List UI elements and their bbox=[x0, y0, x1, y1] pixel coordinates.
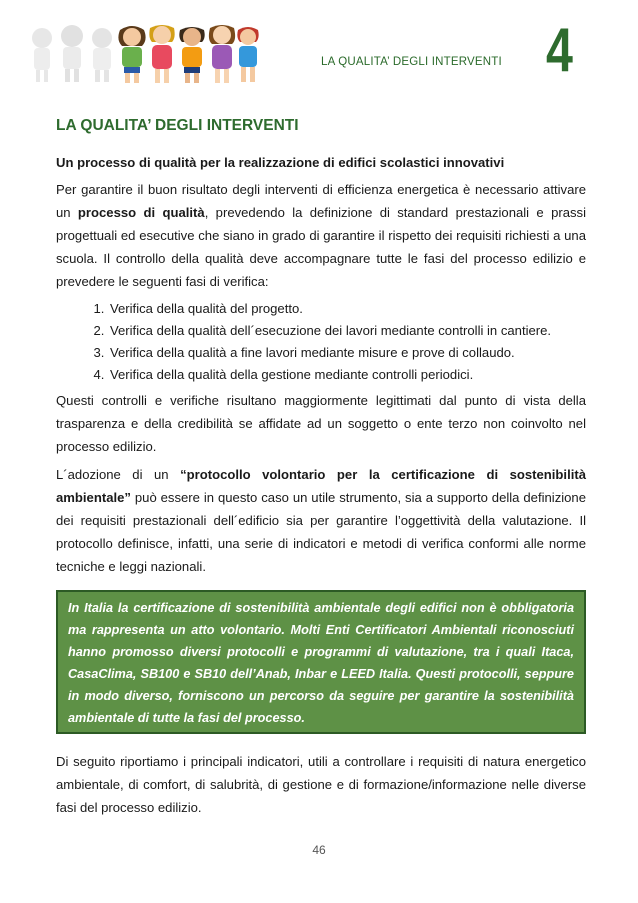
paragraph-indicators: Di seguito riportiamo i principali indicatori, utili a controllare i requisiti di natura energetico ambientale, di comfort, di salubrità, di gestione e di formazione/informazione nelle diverse fasi del processo edilizio. bbox=[56, 754, 586, 815]
callout-box: In Italia la certificazione di sostenibilità ambientale degli edifici non è obbligatoria ma rappresenta un atto volontario. Molti Enti Certificatori Ambientali riconosciuti hanno promosso diversi protocolli e programmi di valutazione, tra i quali Itaca, CasaClima, SB100 e SB10 dell’Anab, Inbar e LEED Italia. Questi protocolli, seppure in modo diverso, forniscono un percorso da seguire per garantire la sostenibilità ambientale di tutte la fasi del processo. bbox=[56, 590, 586, 734]
paragraph-protocol-text-2: può essere in questo caso un utile strumento, sia a supporto della definizione dei requisiti prestazionali dell´edificio sia per garantire l’oggettività della valutazione. Il protocollo definisce, infatti, una serie di indicatori e metodi di verifica conformi alle norme tecniche e leggi nazionali. bbox=[56, 490, 586, 574]
paragraph-controls: Questi controlli e verifiche risultano maggiormente legittimati dal punto di vista della trasparenza e della credibilità se affidate ad un soggetto o ente terzo non coinvolto nel processo edilizio. bbox=[56, 393, 586, 454]
paragraph-protocol bbox=[56, 463, 586, 578]
paragraph-protocol-bold: “protocollo volontario per la certificazione di sostenibilità ambientale” bbox=[56, 467, 586, 505]
chapter-number: 4 bbox=[546, 16, 573, 85]
paragraph-intro-text-1: Per garantire il buon risultato degli interventi di efficienza energetica è necessario attivare un bbox=[56, 182, 586, 220]
page-number: 46 bbox=[312, 843, 326, 857]
paragraph-intro-bold: processo di qualità bbox=[77, 205, 205, 220]
paragraph-protocol-text-1: L´adozione di un bbox=[56, 467, 181, 482]
page-header bbox=[0, 0, 638, 100]
list-item: 4. Verifica della qualità della gestione mediante controlli periodici. bbox=[108, 364, 586, 386]
list-item: 1. Verifica della qualità del progetto. bbox=[108, 298, 586, 320]
header-title: LA QUALITA’ DEGLI INTERVENTI bbox=[321, 56, 502, 68]
section-subtitle: Un processo di qualità per la realizzazione di edifici scolastici innovativi bbox=[56, 155, 505, 170]
page-content bbox=[56, 116, 586, 824]
children-group-illustration bbox=[28, 20, 260, 86]
paragraph-intro bbox=[56, 178, 586, 293]
paragraph-intro-text-2: , prevedendo la definizione di standard prestazionali e prassi progettuali ed esecutive che siano in grado di garantire il rispetto dei requisiti richiesti a una scuola. Il controllo della qualità deve accompagnare tutte le fasi del processo edilizio e prevedere le seguenti fasi di verifica: bbox=[56, 205, 586, 289]
verification-list bbox=[56, 298, 586, 386]
list-item: 3. Verifica della qualità a fine lavori mediante misure e prove di collaudo. bbox=[108, 342, 586, 364]
section-title: LA QUALITA’ DEGLI INTERVENTI bbox=[56, 117, 299, 134]
list-item: 2. Verifica della qualità dell´esecuzione dei lavori mediante controlli in cantiere. bbox=[108, 320, 586, 342]
